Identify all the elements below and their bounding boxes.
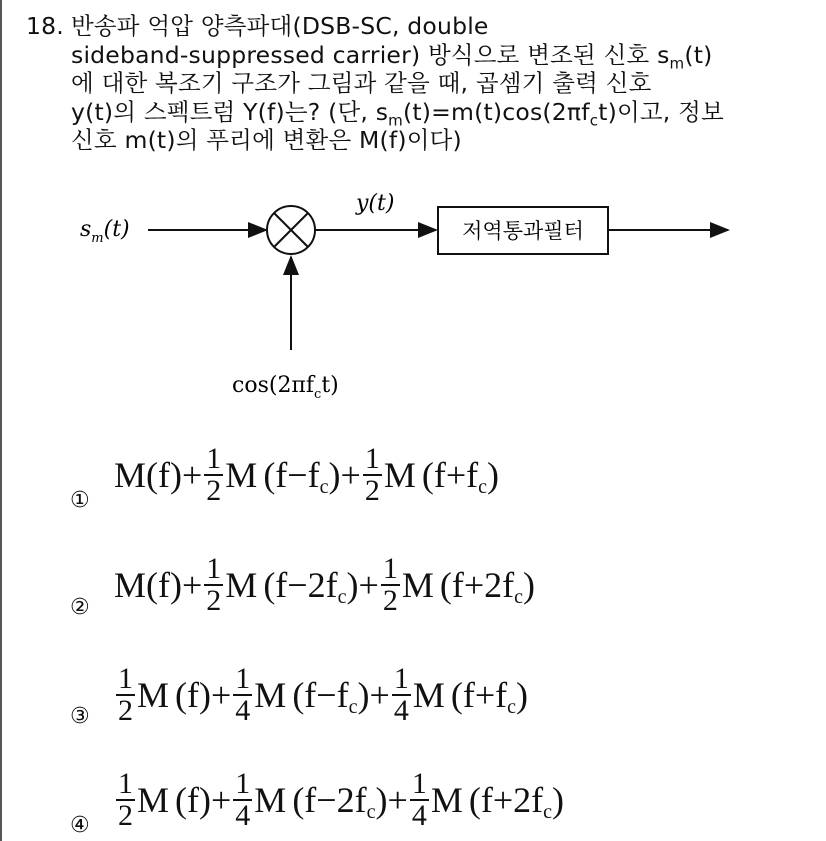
question-line-2: sideband-suppressed carrier) 방식으로 변조된 신호 $s_m(t)$ bbox=[71, 40, 713, 73]
lowpass-filter-label: 저역통과필터 bbox=[462, 219, 584, 243]
block-diagram bbox=[0, 180, 826, 410]
option-3-marker: ③ bbox=[70, 704, 90, 729]
question-line-3: 에 대한 복조기 구조가 그림과 같을 때, 곱셈기 출력 신호 bbox=[71, 69, 652, 97]
option-1-marker: ① bbox=[70, 488, 90, 513]
question-text bbox=[71, 12, 806, 155]
question-line-1: 반송파 억압 양측파대(DSB-SC, double bbox=[71, 12, 489, 40]
option-1-expression: M (f) + $\frac{1}{2}$ M (f − f c ) + $\frac{1}{2}$ M (f + f c ) bbox=[114, 442, 500, 507]
multiplier-icon bbox=[267, 206, 315, 254]
question-number: 18. bbox=[26, 12, 64, 40]
left-border bbox=[0, 0, 2, 841]
option-2-expression: M (f) + $\frac{1}{2}$ M (f − 2f c ) + $\frac{1}{2}$ M (f + 2f c ) bbox=[114, 552, 536, 617]
question-line-5: 신호 m(t)의 푸리에 변환은 M(f)이다) bbox=[71, 126, 462, 154]
input-signal-label: $s_m(t)$ bbox=[80, 217, 130, 246]
carrier-label: $\cos(2\pi f_ct)$ bbox=[232, 373, 339, 402]
output-signal-label: y(t) bbox=[356, 191, 395, 216]
option-4-expression: $\frac{1}{2}$ M (f) + $\frac{1}{4}$ M (f − 2f c ) + $\frac{1}{4}$ M (f + 2f c ) bbox=[118, 767, 565, 832]
question-line-4: y(t)의 스펙트럼 Y(f)는? (단, $s_m(t)=m(t)\cos(2\pi f_ct)$이고, 정보 bbox=[71, 97, 724, 130]
option-2-marker: ② bbox=[70, 595, 90, 620]
option-4-marker: ④ bbox=[70, 813, 90, 838]
option-3-expression: $\frac{1}{2}$ M (f) + $\frac{1}{4}$ M (f − f c ) + $\frac{1}{4}$ M (f + f c ) bbox=[118, 662, 529, 727]
